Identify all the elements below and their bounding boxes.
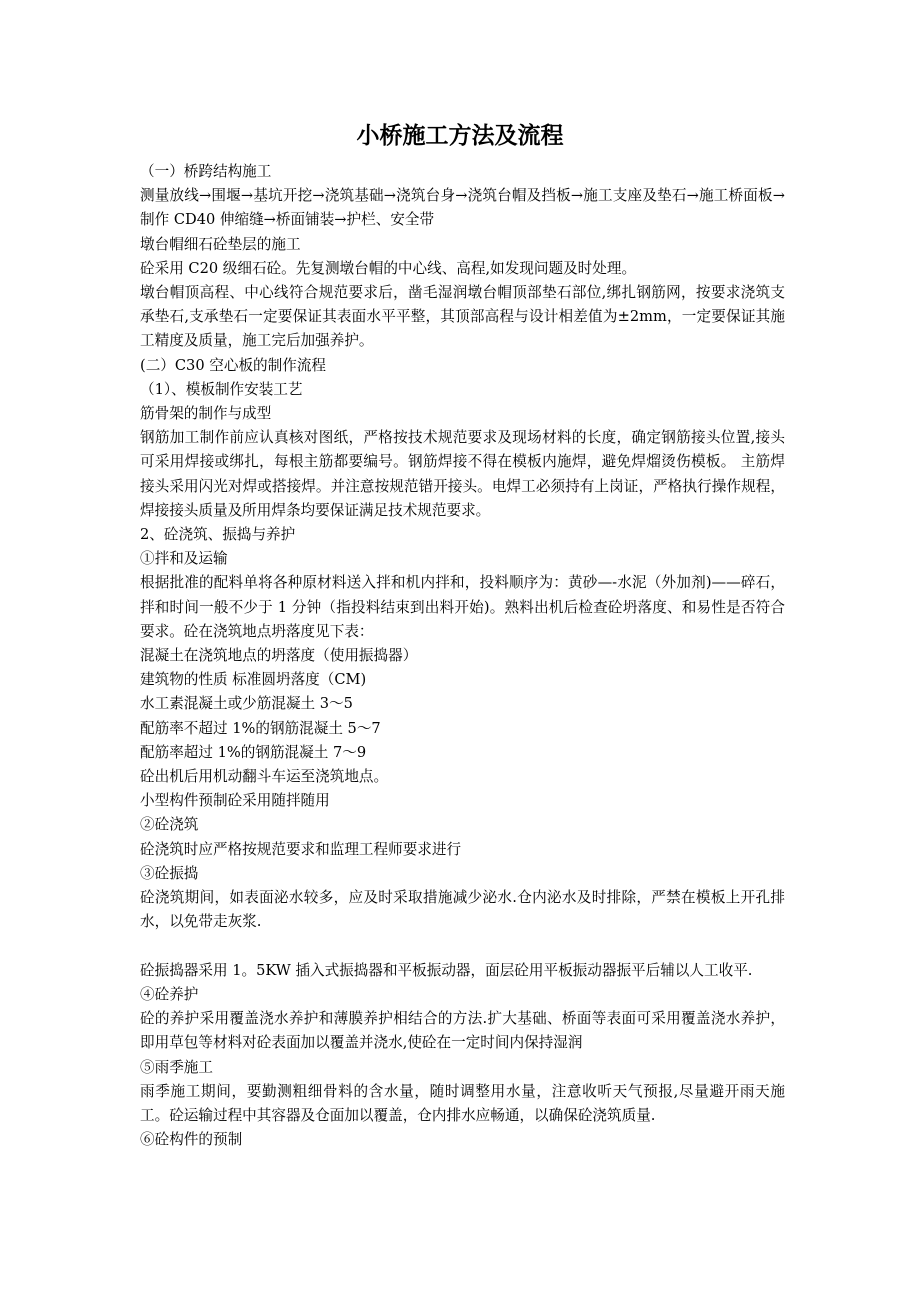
section-heading: ⑥砼构件的预制 [140, 1131, 243, 1149]
section-heading: （1）、模板制作安装工艺 [140, 380, 303, 398]
section-heading: ③砼振捣 [140, 864, 199, 882]
paragraph: 钢筋加工制作前应认真核对图纸，严格按技术规范要求及现场材料的长度，确定钢筋接头位置,接头可采用焊接或绑扎，每根主筋都要编号。钢筋焊接不得在模板内施焊，避免焊熘烫伤模板。 主筋焊接头采用闪光对焊或搭接焊。并注意按规范错开接头。电焊工必须持有上岗证，严格执行操作规程，焊接接头质量及所用焊条均要保证满足技术规范要求。 [140, 429, 785, 519]
paragraph: 根据批准的配料单将各种原材料送入拌和机内拌和，投料顺序为：黄砂—-水泥（外加剂)——碎石，拌和时间一般不少于 1 分钟（指投料结束到出料开始)。熟料出机后检查砼坍落度、和易性是否符合要求。砼在浇筑地点坍落度见下表： [140, 574, 785, 640]
document-body [140, 160, 785, 1152]
section-heading: 墩台帽细石砼垫层的施工 [140, 235, 301, 253]
section-heading: (二）C30 空心板的制作流程 [140, 356, 327, 374]
paragraph: 小型构件预制砼采用随拌随用 [140, 792, 330, 810]
section-heading: 筋骨架的制作与成型 [140, 405, 272, 423]
paragraph: 砼浇筑期间，如表面泌水较多，应及时采取措施减少泌水.仓内泌水及时排除，严禁在模板上开孔排水，以免带走灰浆. [140, 889, 785, 931]
paragraph: 砼振捣器采用 1。5KW 插入式振捣器和平板振动器，面层砼用平板振动器振平后辅以人工收平. [140, 961, 753, 979]
paragraph: 砼浇筑时应严格按规范要求和监理工程师要求进行 [140, 840, 462, 858]
paragraph: 墩台帽顶高程、中心线符合规范要求后，凿毛湿润墩台帽顶部垫石部位,绑扎钢筋网，按要求浇筑支承垫石,支承垫石一定要保证其表面水平平整，其顶部高程与设计相差值为±2mm，一定要保证其施工精度及质量，施工完后加强养护。 [140, 284, 785, 350]
paragraph: 雨季施工期间，要勤测粗细骨料的含水量，随时调整用水量，注意收听天气预报,尽量避开雨天施工。砼运输过程中其容器及仓面加以覆盖，仓内排水应畅通，以确保砼浇筑质量. [140, 1082, 785, 1124]
section-heading: 2、砼浇筑、振捣与养护 [140, 526, 296, 544]
document-title: 小桥施工方法及流程 [356, 122, 564, 149]
table-row: 配筋率不超过 1%的钢筋混凝土 5～7 [140, 719, 381, 737]
table-row: 建筑物的性质 标准圆坍落度（CM) [140, 671, 367, 689]
paragraph: 测量放线→围堰→基坑开挖→浇筑基础→浇筑台身→浇筑台帽及挡板→施工支座及垫石→施工桥面板→制作 CD40 伸缩缝→桥面铺装→护栏、安全带 [140, 187, 785, 229]
section-heading: ②砼浇筑 [140, 816, 199, 834]
paragraph: 砼出机后用机动翻斗车运至浇筑地点。 [140, 768, 389, 786]
section-heading: ④砼养护 [140, 985, 199, 1003]
table-row: 配筋率超过 1%的钢筋混凝土 7～9 [140, 743, 367, 761]
section-heading: ①拌和及运输 [140, 550, 228, 568]
paragraph: 砼的养护采用覆盖浇水养护和薄膜养护相结合的方法.扩大基础、桥面等表面可采用覆盖浇水养护，即用草包等材料对砼表面加以覆盖并浇水,使砼在一定时间内保持湿润 [140, 1010, 785, 1052]
section-heading: （一）桥跨结构施工 [140, 163, 272, 180]
blank-line [140, 935, 785, 959]
paragraph: 砼采用 C20 级细石砼。先复测墩台帽的中心线、高程,如发现问题及时处理。 [140, 259, 637, 277]
table-row: 水工素混凝土或少筋混凝土 3～5 [140, 695, 353, 713]
section-heading: ⑤雨季施工 [140, 1058, 213, 1076]
table-caption: 混凝土在浇筑地点的坍落度（使用振捣器） [140, 647, 418, 665]
